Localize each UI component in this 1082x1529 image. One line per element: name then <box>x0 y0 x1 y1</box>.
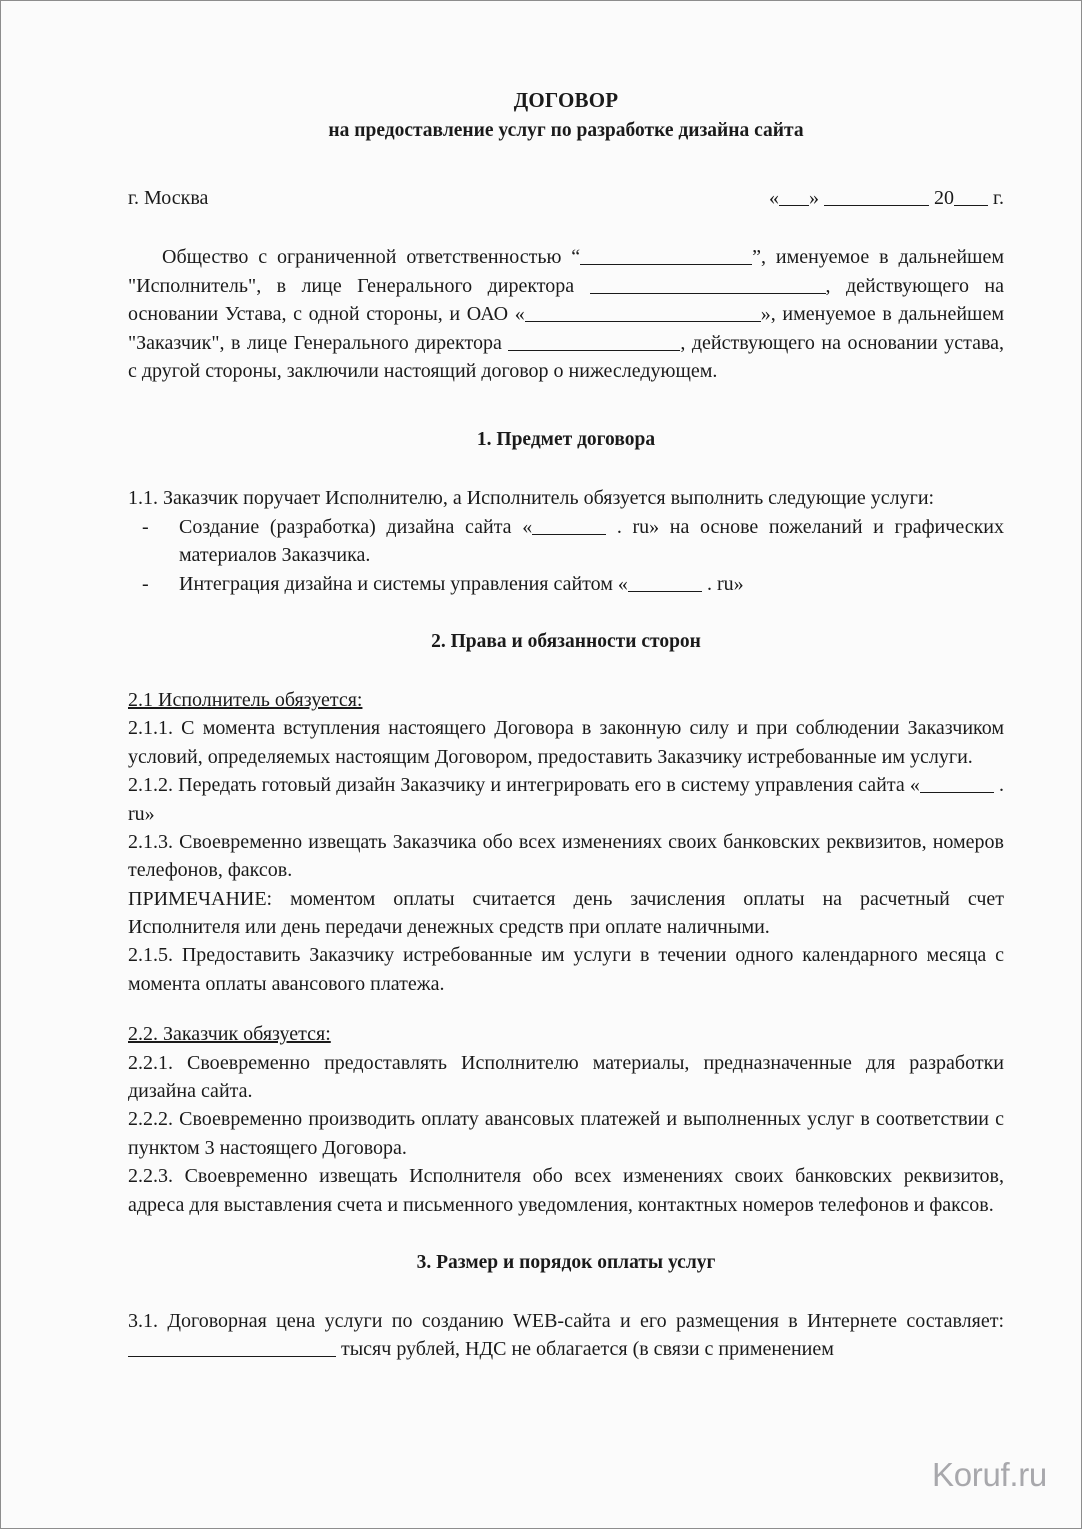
site-domain-blank-2[interactable] <box>628 572 702 592</box>
list-item-text-b: . ru» <box>701 572 744 595</box>
date-month-blank[interactable] <box>824 186 929 206</box>
clause-2-1-1: 2.1.1. С момента вступления настоящего Договора в законную силу и при соблюдении Заказчиком условий, определяемых настоящим Договором, предоставить Заказчику истребованные им услуги. <box>128 717 1004 768</box>
client-name-blank[interactable] <box>525 302 761 322</box>
clause-3-1-text-b: тысяч рублей, НДС не облагается (в связи с применением <box>336 1338 834 1361</box>
place-date-row <box>128 186 1004 210</box>
clause-2-2-2: 2.2.2. Своевременно производить оплату авансовых платежей и выполненных услуг в соответствии с пунктом 3 настоящего Договора. <box>128 1108 1004 1159</box>
list-item <box>128 570 1004 598</box>
watermark: Koruf.ru <box>932 1456 1047 1493</box>
preamble-text-b: ”, именуемое в дальнейшем "Исполнитель", в лице Генерального директора <box>128 246 1004 297</box>
clause-2-2-3: 2.2.3. Своевременно извещать Исполнителя обо всех изменениях своих банковских реквизитов, адреса для выставления счета и письменного уведомления, контактных номеров телефонов и факсов. <box>128 1165 1004 1216</box>
preamble-text-e: , действующего на основании устава, с другой стороны, заключили настоящий договор о нижеследующем. <box>128 331 1004 383</box>
clause-note: ПРИМЕЧАНИЕ: моментом оплаты считается день зачисления оплаты на расчетный счет Исполнителя или день передачи денежных средств при оплате наличными. <box>128 887 1004 939</box>
section-heading-3: 3. Размер и порядок оплаты услуг <box>416 1252 716 1273</box>
dash-bullet-icon: - <box>142 515 149 538</box>
subheading-2-2: 2.2. Заказчик обязуется: <box>128 1023 331 1046</box>
clause-2-1-2-text-a: 2.1.2. Передать готовый дизайн Заказчику и интегрировать его в систему управления сайта « <box>128 774 920 797</box>
preamble-text-d: », именуемое в дальнейшем "Заказчик", в лице Генерального директора <box>128 303 1004 354</box>
section-heading-2: 2. Права и обязанности сторон <box>431 630 701 652</box>
clause-2-2-1: 2.2.1. Своевременно предоставлять Исполнителю материалы, предназначенные для разработки дизайна сайта. <box>128 1051 1004 1103</box>
preamble-paragraph <box>128 243 1004 385</box>
executor-director-blank[interactable] <box>590 274 826 294</box>
clause-1-1: 1.1. Заказчик поручает Исполнителю, а Исполнитель обязуется выполнить следующие услуги: <box>128 487 935 510</box>
site-domain-blank-1[interactable] <box>532 515 606 535</box>
place-label: г. Москва <box>128 187 209 210</box>
date-open-quote: « <box>769 187 780 210</box>
list-item <box>128 513 1004 570</box>
clause-2-1-5: 2.1.5. Предоставить Заказчику истребованные им услуги в течении одного календарного месяца с момента оплаты авансового платежа. <box>128 944 1004 995</box>
date-day-blank[interactable] <box>779 186 809 206</box>
preamble-text-a: Общество с ограниченной ответственностью “ <box>162 246 581 269</box>
executor-name-blank[interactable] <box>580 245 752 265</box>
clause-2-1-2-text-b: . ru» <box>128 774 1005 825</box>
page-subtitle: на предоставление услуг по разработке дизайна сайта <box>328 119 804 141</box>
section-heading-1: 1. Предмет договора <box>476 429 656 451</box>
services-list <box>128 513 1004 598</box>
client-director-blank[interactable] <box>508 331 680 351</box>
list-item-text-a: Создание (разработка) дизайна сайта « <box>179 515 533 538</box>
list-item-text-b: . ru» на основе пожеланий и графических материалов Заказчика. <box>179 515 1004 567</box>
clause-3-1 <box>128 1307 1004 1364</box>
preamble-text-c: , действующего на основании Устава, с одной стороны, и ОАО « <box>128 274 1004 326</box>
clause-3-1-text-a: 3.1. Договорная цена услуги по созданию WEB-сайта и его размещения в Интернете составляет: <box>128 1310 1004 1332</box>
date-field <box>769 186 1004 210</box>
date-year-prefix: 20 <box>934 187 955 210</box>
document-sheet <box>128 1 1004 1364</box>
date-close-quote: » <box>809 187 820 210</box>
date-year-suffix: г. <box>993 187 1004 210</box>
price-amount-blank[interactable] <box>128 1337 336 1357</box>
dash-bullet-icon: - <box>142 572 149 595</box>
clause-2-1-3: 2.1.3. Своевременно извещать Заказчика обо всех изменениях своих банковских реквизитов, номеров телефонов, факсов. <box>128 830 1004 882</box>
site-domain-blank-3[interactable] <box>920 773 994 793</box>
list-item-text-a: Интеграция дизайна и системы управления сайтом « <box>179 572 628 595</box>
date-year-blank[interactable] <box>954 186 988 206</box>
clause-2-1-2 <box>128 771 1004 828</box>
subheading-2-1: 2.1 Исполнитель обязуется: <box>128 688 363 711</box>
page-title: ДОГОВОР <box>513 88 619 112</box>
